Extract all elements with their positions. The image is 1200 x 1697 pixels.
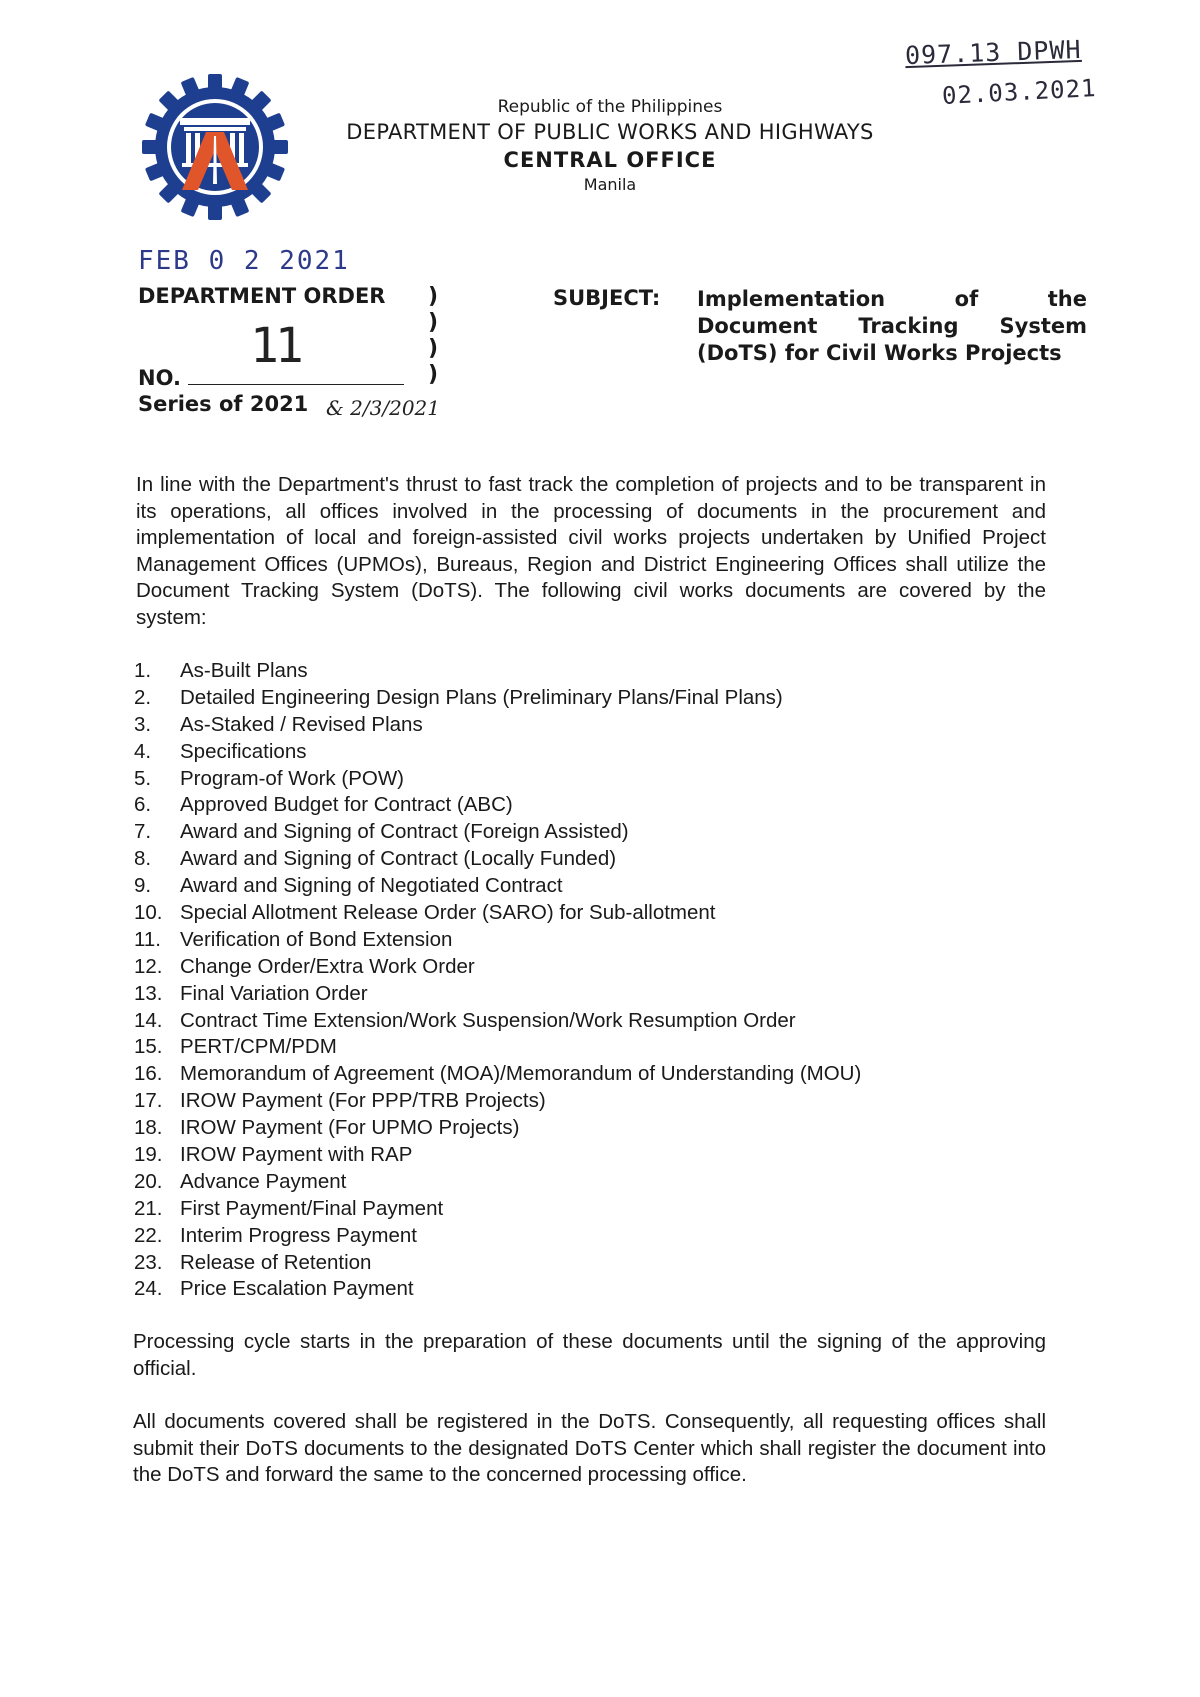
list-item-number: 24.	[134, 1277, 163, 1301]
list-item-text: Price Escalation Payment	[180, 1277, 414, 1301]
order-number: 11	[250, 318, 300, 374]
list-item	[134, 873, 861, 900]
list-item-number: 7.	[134, 820, 152, 844]
list-item	[134, 658, 861, 685]
list-item	[134, 792, 861, 819]
processing-paragraph: Processing cycle starts in the preparation of these documents until the signing of the approving official.	[133, 1330, 1046, 1380]
handwritten-reference-number: 097.13 DPWH	[904, 34, 1083, 71]
list-item	[134, 954, 861, 981]
registration-paragraph: All documents covered shall be registered in the DoTS. Consequently, all requesting offices shall submit their DoTS documents to the designated DoTS Center which shall register the document into the DoTS and forward the same to the concerned processing office.	[133, 1410, 1046, 1486]
list-item	[134, 1061, 861, 1088]
list-item-number: 22.	[134, 1223, 163, 1247]
list-item-text: Detailed Engineering Design Plans (Preliminary Plans/Final Plans)	[180, 685, 783, 709]
list-item	[134, 1196, 861, 1223]
order-no-label: NO.	[138, 366, 181, 390]
list-item-number: 12.	[134, 954, 163, 978]
list-item	[134, 1276, 861, 1303]
list-item-number: 14.	[134, 1008, 163, 1032]
list-item-number: 11.	[134, 927, 161, 951]
list-item	[134, 685, 861, 712]
list-item-number: 8.	[134, 847, 152, 871]
list-item-text: IROW Payment (For UPMO Projects)	[180, 1116, 520, 1140]
list-item	[134, 900, 861, 927]
subject-text: Implementation of the Document Tracking System (DoTS) for Civil Works Projects	[697, 287, 1087, 365]
list-item	[134, 766, 861, 793]
list-item-number: 3.	[134, 712, 152, 736]
list-item-number: 19.	[134, 1143, 163, 1167]
office-name: CENTRAL OFFICE	[503, 148, 717, 172]
list-item	[134, 927, 861, 954]
list-item-text: Memorandum of Agreement (MOA)/Memorandum of Understanding (MOU)	[180, 1062, 862, 1086]
list-item-number: 9.	[134, 874, 152, 898]
list-item-number: 10.	[134, 901, 163, 925]
list-item	[134, 981, 861, 1008]
list-item-text: Special Allotment Release Order (SARO) for Sub-allotment	[180, 901, 716, 925]
list-item-number: 23.	[134, 1250, 163, 1274]
department-name: DEPARTMENT OF PUBLIC WORKS AND HIGHWAYS	[346, 120, 874, 144]
list-item-number: 17.	[134, 1089, 163, 1113]
list-item	[134, 1008, 861, 1035]
list-item	[134, 1169, 861, 1196]
list-item-number: 2.	[134, 685, 152, 709]
list-item-text: Program-of Work (POW)	[180, 766, 404, 790]
handwritten-reference-date: 02.03.2021	[941, 73, 1098, 111]
list-item-text: Final Variation Order	[180, 981, 368, 1005]
subject-label: SUBJECT:	[553, 286, 661, 310]
list-item	[134, 819, 861, 846]
covered-documents-list	[134, 658, 861, 1303]
list-item-text: Award and Signing of Contract (Foreign Assisted)	[180, 820, 629, 844]
list-item	[134, 712, 861, 739]
department-order-label: DEPARTMENT ORDER	[138, 284, 386, 308]
list-item-text: Award and Signing of Negotiated Contract	[180, 874, 563, 898]
list-item	[134, 1034, 861, 1061]
list-item	[134, 1223, 861, 1250]
list-item	[134, 1088, 861, 1115]
dpwh-logo-icon	[140, 72, 290, 222]
list-item-text: IROW Payment (For PPP/TRB Projects)	[180, 1089, 546, 1113]
list-item-number: 18.	[134, 1116, 163, 1140]
letterhead	[300, 96, 920, 196]
list-item	[134, 846, 861, 873]
stamped-date: FEB 0 2 2021	[138, 246, 350, 276]
list-item-number: 20.	[134, 1169, 163, 1193]
list-item-number: 15.	[134, 1035, 163, 1059]
list-item-text: Specifications	[180, 739, 307, 763]
list-item-text: Verification of Bond Extension	[180, 927, 453, 951]
list-item-text: IROW Payment with RAP	[180, 1143, 413, 1167]
list-item-number: 13.	[134, 981, 163, 1005]
list-item-number: 21.	[134, 1196, 163, 1220]
list-item-text: Advance Payment	[180, 1169, 347, 1193]
list-item-number: 5.	[134, 766, 152, 790]
list-item	[134, 1142, 861, 1169]
list-item-text: Award and Signing of Contract (Locally Funded)	[180, 847, 617, 871]
list-item-text: Interim Progress Payment	[180, 1223, 417, 1247]
list-item-number: 16.	[134, 1062, 163, 1086]
list-item-number: 6.	[134, 793, 152, 817]
list-item-text: Change Order/Extra Work Order	[180, 954, 475, 978]
list-item-number: 1.	[134, 659, 152, 682]
list-item	[134, 1250, 861, 1277]
list-item-text: First Payment/Final Payment	[180, 1196, 444, 1220]
list-item-text: As-Built Plans	[180, 659, 308, 682]
bracket-column: ) ) ) )	[428, 284, 439, 387]
handwritten-series-note: & 2/3/2021	[326, 396, 440, 420]
order-series: Series of 2021	[138, 392, 309, 416]
list-item	[134, 739, 861, 766]
list-item-text: As-Staked / Revised Plans	[180, 712, 423, 736]
intro-paragraph: In line with the Department's thrust to fast track the completion of projects and to be transparent in its operations, all offices involved in the processing of documents in the procurement and implementation of local and foreign-assisted civil works projects undertaken by Unified Project Management Offices (UPMOs), Bureaus, Region and District Engineering Offices shall utilize the Document Tracking System (DoTS). The following civil works documents are covered by the system:	[136, 473, 1046, 629]
order-no-underline	[188, 384, 404, 385]
office-city: Manila	[583, 175, 637, 194]
list-item-text: Approved Budget for Contract (ABC)	[180, 793, 513, 817]
list-item-number: 4.	[134, 739, 152, 763]
list-item-text: PERT/CPM/PDM	[180, 1035, 337, 1059]
list-item-text: Contract Time Extension/Work Suspension/Work Resumption Order	[180, 1008, 796, 1032]
republic-line: Republic of the Philippines	[497, 97, 723, 117]
list-item	[134, 1115, 861, 1142]
handwritten-series-date: 2/3/2021	[350, 396, 440, 420]
list-item-text: Release of Retention	[180, 1250, 372, 1274]
